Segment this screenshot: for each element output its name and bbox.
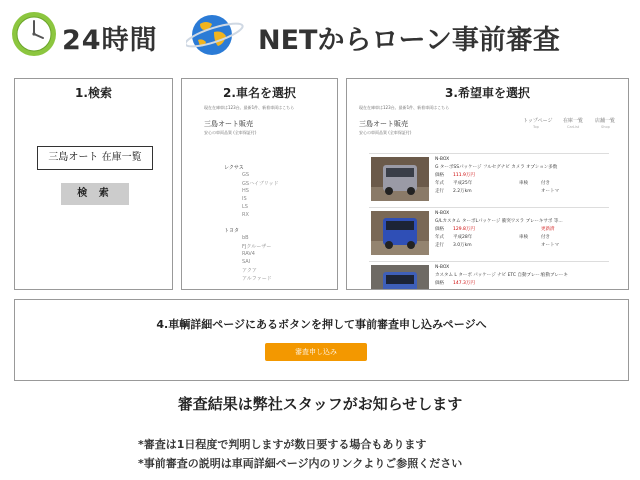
step1-panel bbox=[14, 78, 173, 290]
title-24h: 24時間 bbox=[62, 25, 158, 56]
car-price: 111.9万円 bbox=[453, 173, 475, 178]
tab-carlist[interactable]: 在庫一覧 bbox=[563, 118, 584, 124]
car-price: 147.3万円 bbox=[453, 281, 475, 286]
car-photo[interactable] bbox=[371, 211, 429, 255]
car-inspect: 付き bbox=[541, 181, 550, 186]
step2-panel bbox=[181, 78, 338, 290]
car-list-item[interactable] bbox=[369, 261, 609, 290]
globe-icon bbox=[186, 12, 246, 58]
year-label: 年式 bbox=[435, 181, 444, 186]
intro-text: 現在在庫車は123台。最新1件、新着車両はこちら bbox=[359, 105, 450, 110]
dealer-sub: 安心の車両品質 (全車保証付) bbox=[359, 130, 412, 135]
year-label: 年式 bbox=[435, 235, 444, 240]
clock-icon bbox=[10, 10, 58, 58]
car-name: N-BOX bbox=[435, 157, 450, 162]
car-mileage: 3.0万km bbox=[453, 243, 472, 248]
search-button[interactable]: 検 索 bbox=[61, 183, 129, 205]
car-desc: G ターボSSパッケージ フルセグナビ カメラ オプション多数 bbox=[435, 165, 558, 170]
search-input[interactable]: 三島オート 在庫一覧 bbox=[37, 146, 153, 170]
car-extra: 更新済 bbox=[541, 227, 555, 232]
car-mission: オートマ bbox=[541, 243, 559, 248]
step4-title: 4.車輌詳細ページにあるボタンを押して事前審査申し込みページへ bbox=[156, 318, 487, 331]
dealer-sub: 安心の車両品質 (全車保証付) bbox=[204, 130, 257, 135]
step2-title: 2.車名を選択 bbox=[223, 86, 296, 100]
model-link[interactable]: RAV4 bbox=[242, 251, 255, 257]
header bbox=[0, 0, 640, 72]
step3-title: 3.希望車を選択 bbox=[445, 86, 530, 100]
intro-text: 現在在庫車は123台。最新1件、新着車両はこちら bbox=[204, 105, 295, 110]
car-mission: オートマ bbox=[541, 189, 559, 194]
model-link[interactable]: bB bbox=[242, 235, 249, 241]
tab-top-sub: Top bbox=[533, 125, 539, 129]
tab-carlist-sub: CarList bbox=[567, 125, 580, 129]
inspect-label: 車検 bbox=[519, 235, 528, 240]
result-message: 審査結果は弊社スタッフがお知らせします bbox=[177, 395, 463, 413]
note-details-link: *事前審査の説明は車両詳細ページ内のリンクよりご参照ください bbox=[138, 457, 463, 470]
inspect-label: 車検 bbox=[519, 181, 528, 186]
tab-shop-sub: Shop bbox=[601, 125, 610, 129]
car-name: N-BOX bbox=[435, 211, 450, 216]
note-duration: *審査は1日程度で判明しますが数日要する場合もあります bbox=[138, 438, 427, 451]
car-list-item[interactable] bbox=[369, 207, 609, 257]
tab-top[interactable]: トップページ bbox=[523, 118, 553, 124]
step3-panel bbox=[346, 78, 629, 290]
model-link[interactable]: HS bbox=[242, 188, 249, 194]
car-year: 平成28年 bbox=[453, 235, 473, 240]
title-net-loan: NETからローン事前審査 bbox=[258, 25, 560, 56]
price-label: 価格 bbox=[435, 173, 444, 178]
maker-lexus[interactable]: レクサス bbox=[224, 165, 244, 171]
car-year: 平成25年 bbox=[453, 181, 473, 186]
car-photo[interactable] bbox=[371, 157, 429, 201]
car-extra: 自動ブレーキ bbox=[541, 273, 568, 278]
mileage-label: 走行 bbox=[435, 243, 444, 248]
apply-screening-button[interactable]: 審査申し込み bbox=[265, 343, 367, 361]
step4-panel bbox=[14, 299, 629, 381]
model-link[interactable]: GS bbox=[242, 172, 250, 178]
price-label: 価格 bbox=[435, 281, 444, 286]
car-inspect: 付き bbox=[541, 235, 550, 240]
car-desc: G/Lカスタム ターボLパッケージ 衝突ワスラ ブレーキサポ 等... bbox=[435, 219, 563, 224]
car-name: N-BOX bbox=[435, 265, 450, 270]
car-desc: カスタム L ターボ パッケージ ナビ ETC 自動ブレーキ bbox=[435, 273, 545, 278]
model-link[interactable]: アクア bbox=[242, 268, 257, 274]
mileage-label: 走行 bbox=[435, 189, 444, 194]
model-link[interactable]: GSハイブリッド bbox=[242, 181, 279, 187]
price-label: 価格 bbox=[435, 227, 444, 232]
step1-title: 1.検索 bbox=[75, 86, 112, 100]
model-link[interactable]: RX bbox=[242, 212, 249, 218]
car-list-item[interactable] bbox=[369, 153, 609, 203]
model-link[interactable]: LS bbox=[242, 204, 248, 210]
dealer-name[interactable]: 三島オート販売 bbox=[204, 120, 253, 128]
car-price: 129.8万円 bbox=[453, 227, 475, 232]
car-mileage: 2.2万km bbox=[453, 189, 472, 194]
model-link[interactable]: IS bbox=[242, 196, 247, 202]
dealer-name[interactable]: 三島オート販売 bbox=[359, 120, 408, 128]
tab-shop[interactable]: 店舗一覧 bbox=[595, 118, 616, 124]
model-link[interactable]: SAI bbox=[242, 259, 251, 265]
model-link[interactable]: FJクルーザー bbox=[242, 244, 272, 250]
maker-toyota[interactable]: トヨタ bbox=[224, 228, 240, 234]
car-photo[interactable] bbox=[371, 265, 429, 290]
model-link[interactable]: アルファード bbox=[242, 276, 272, 282]
